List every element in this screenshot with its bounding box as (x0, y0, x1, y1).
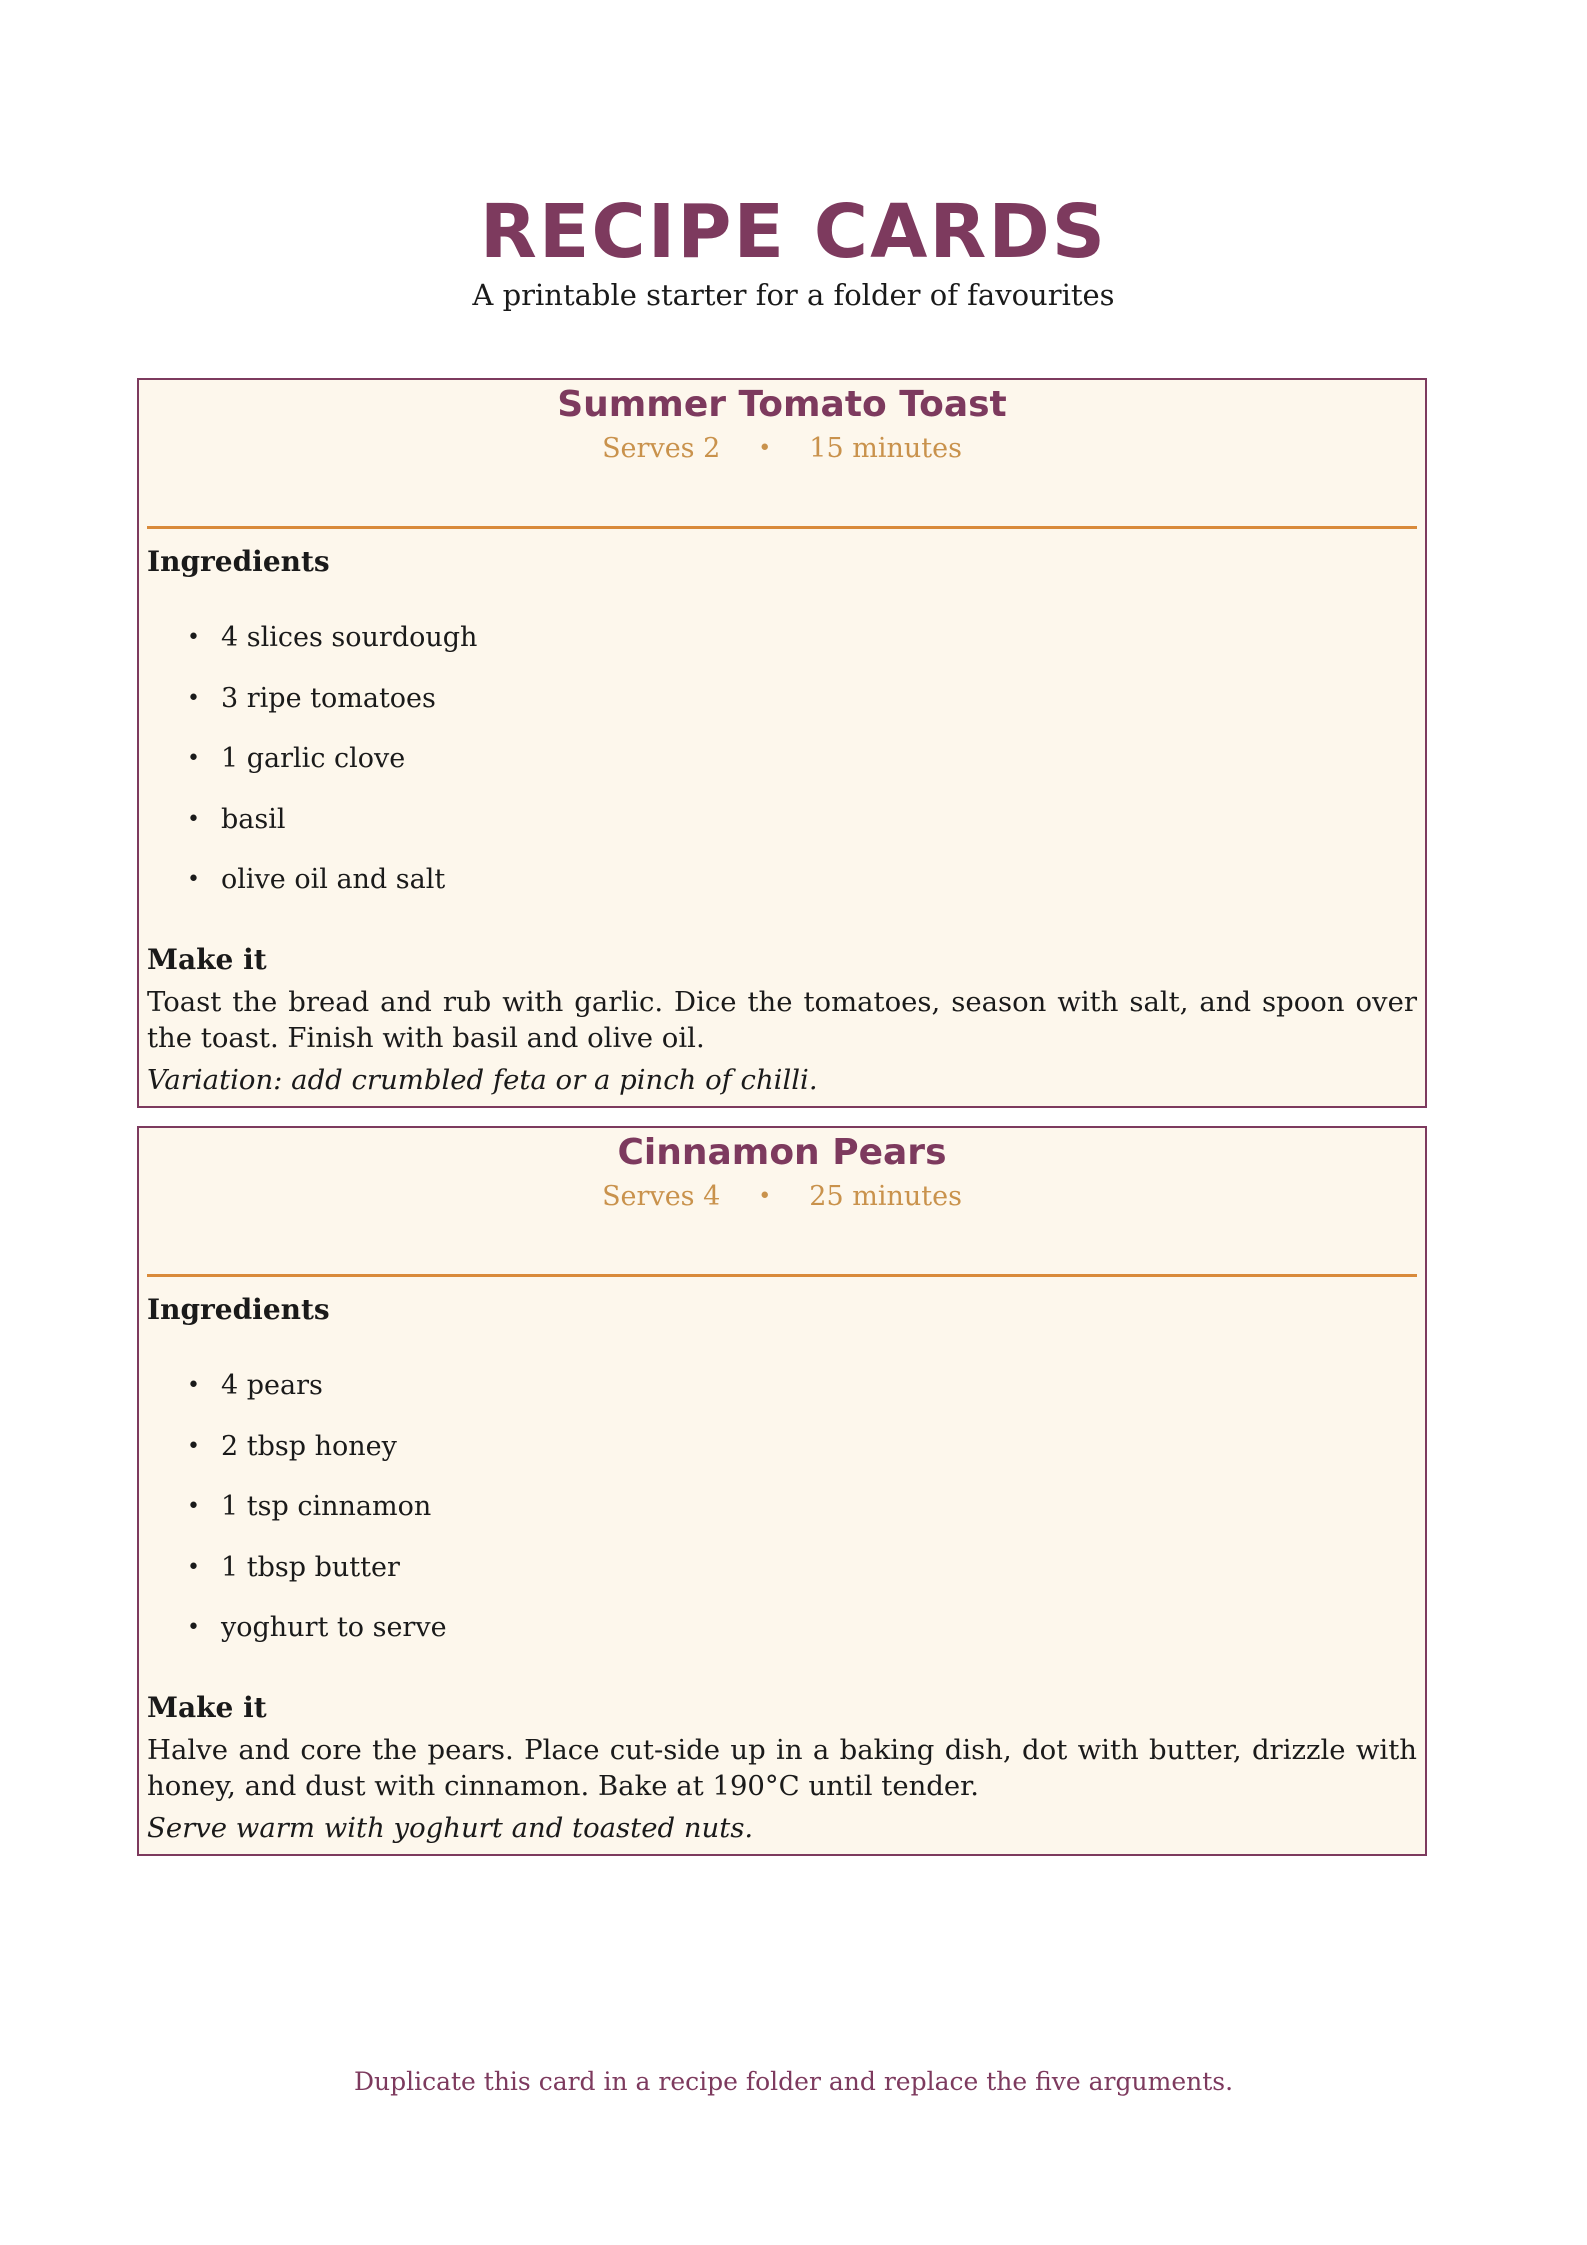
recipe-meta (139, 1180, 1425, 1216)
ingredient-item (147, 1610, 447, 1671)
ingredient-item (147, 1550, 447, 1611)
meta-separator-dot: • (758, 1184, 772, 1209)
bullet-icon: • (187, 1615, 200, 1640)
method-text: Toast the bread and rub with garlic. Dice the tomatoes, season with salt, and spoon over the toast. Finish with basil and olive oil. (147, 986, 1417, 1054)
ingredient-text: basil (221, 803, 286, 835)
bullet-icon: • (187, 746, 200, 771)
bullet-icon: • (187, 1554, 200, 1580)
method-text: Halve and core the pears. Place cut-side up in a baking dish, dot with butter, drizzle with honey, and dust with cinnamon. Bake at 190°C until tender. (147, 1734, 1417, 1802)
ingredient-item (147, 681, 477, 742)
time-label: 25 minutes (809, 1181, 962, 1212)
serves-label: Serves 4 (602, 1181, 721, 1212)
ingredient-item (147, 1489, 447, 1550)
method-heading: Make it (147, 1691, 267, 1724)
method-heading: Make it (147, 943, 267, 976)
page-title: RECIPE CARDS (479, 189, 1108, 275)
bullet-icon: • (187, 685, 200, 711)
ingredient-item (147, 620, 477, 681)
time-label: 15 minutes (809, 433, 962, 464)
ingredient-text: 1 garlic clove (221, 743, 406, 774)
ingredient-text: 1 tbsp butter (221, 1551, 400, 1583)
page-subtitle: A printable starter for a folder of favourites (472, 278, 1115, 312)
bullet-icon: • (187, 1433, 200, 1459)
ingredients-list (147, 1368, 447, 1671)
recipe-note: Serve warm with yoghurt and toasted nuts. (147, 1812, 754, 1844)
recipe-note: Variation: add crumbled feta or a pinch of chilli. (147, 1064, 818, 1096)
ingredient-text: 4 pears (221, 1370, 323, 1401)
serves-label: Serves 2 (602, 433, 721, 464)
ingredient-text: 1 tsp cinnamon (221, 1491, 432, 1522)
recipe-title: Summer Tomato Toast (557, 384, 1007, 425)
card-divider (147, 1274, 1417, 1277)
bullet-icon: • (187, 1494, 200, 1519)
bullet-icon: • (187, 1373, 200, 1398)
card-divider (147, 526, 1417, 529)
ingredient-text: olive oil and salt (221, 864, 446, 895)
bullet-icon: • (187, 806, 200, 832)
ingredient-text: yoghurt to serve (221, 1612, 447, 1643)
recipe-title: Cinnamon Pears (617, 1132, 947, 1173)
ingredient-item (147, 741, 477, 802)
footer-note: Duplicate this card in a recipe folder and replace the five arguments. (353, 2067, 1234, 2096)
meta-separator-dot: • (758, 436, 772, 461)
ingredient-text: 2 tbsp honey (221, 1430, 397, 1462)
recipe-card (137, 378, 1427, 1108)
ingredient-text: 3 ripe tomatoes (221, 682, 436, 714)
recipe-card (137, 1126, 1427, 1856)
recipe-meta (139, 432, 1425, 468)
ingredients-list (147, 620, 477, 923)
ingredient-item (147, 802, 477, 863)
bullet-icon: • (187, 867, 200, 892)
ingredient-text: 4 slices sourdough (221, 622, 478, 653)
ingredient-item (147, 862, 477, 923)
ingredient-item (147, 1368, 447, 1429)
bullet-icon: • (187, 625, 200, 650)
ingredient-item (147, 1429, 447, 1490)
ingredients-heading: Ingredients (147, 545, 330, 578)
ingredients-heading: Ingredients (147, 1293, 330, 1326)
